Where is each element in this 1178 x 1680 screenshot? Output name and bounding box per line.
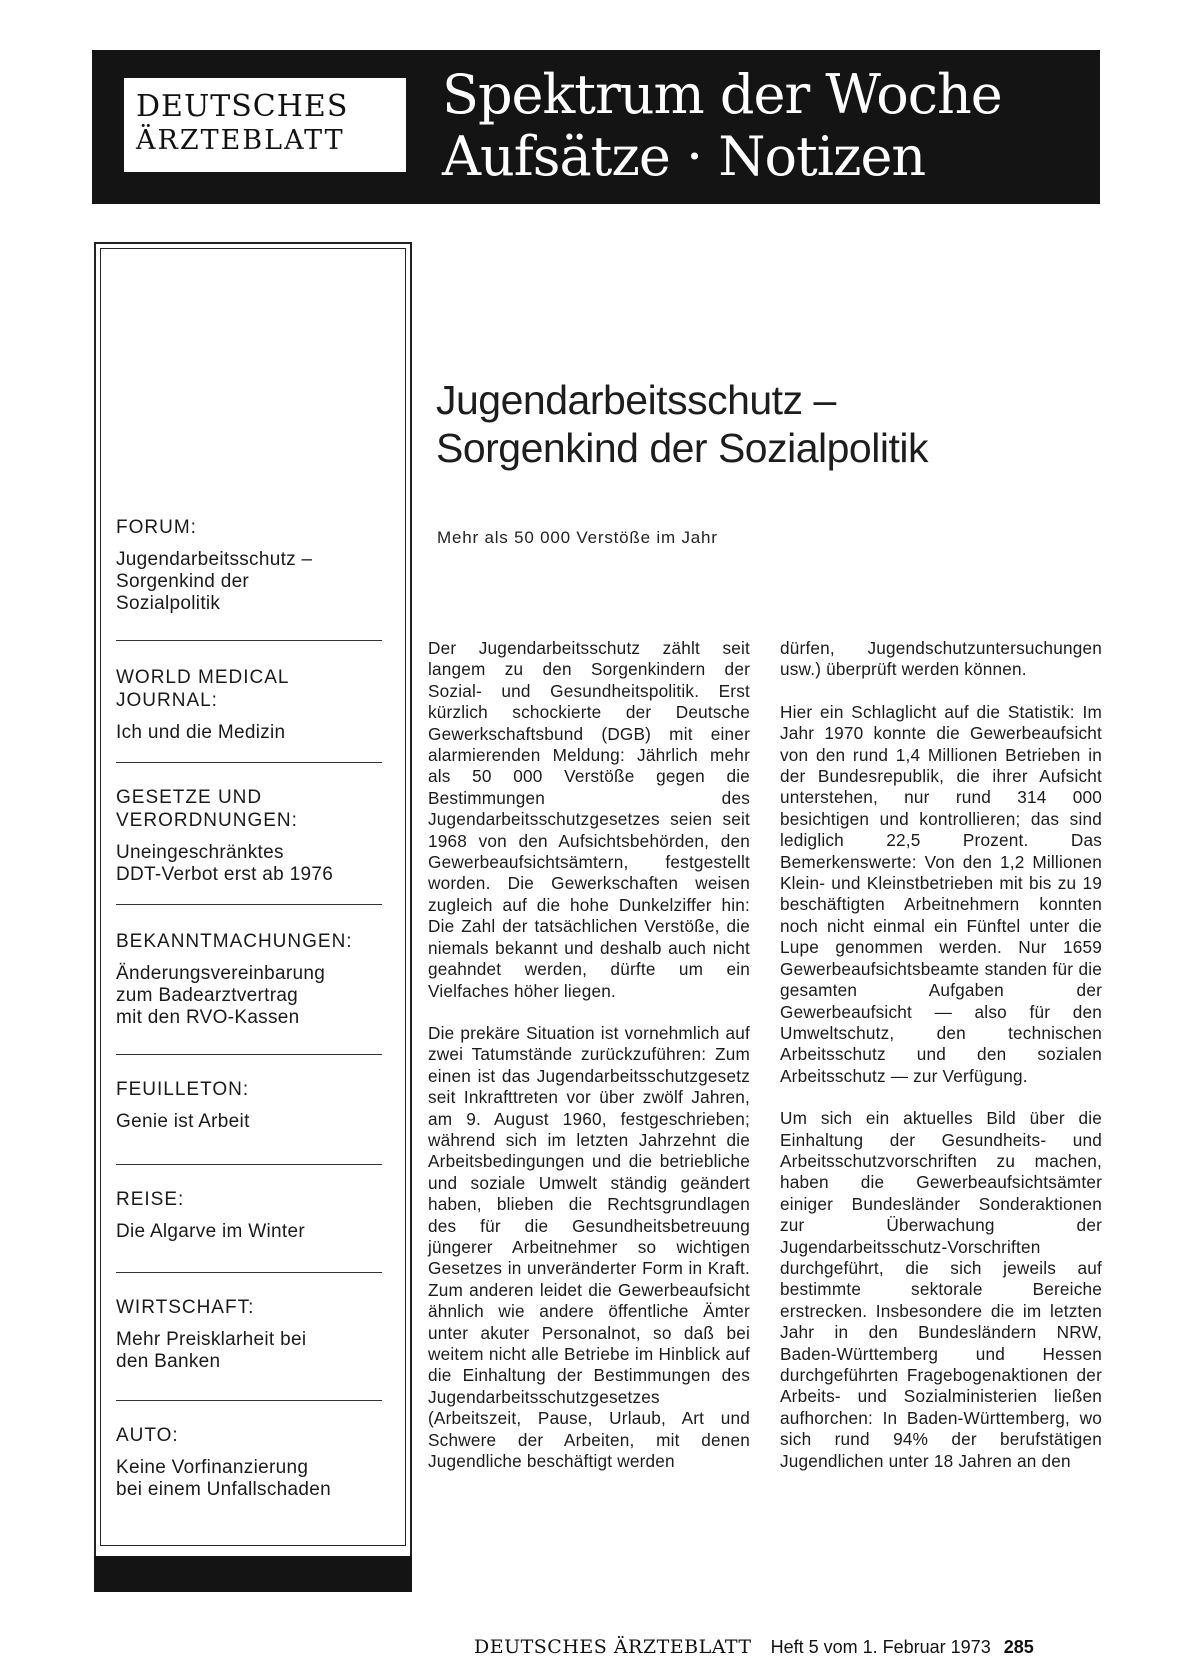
- page-number: 285: [1003, 1637, 1034, 1657]
- toc-section-forum[interactable]: [116, 516, 386, 615]
- toc-item-line: bei einem Unfallschaden: [116, 1479, 331, 1500]
- toc-item-line: Sozialpolitik: [116, 593, 221, 614]
- toc-heading: WORLD MEDICAL: [116, 667, 290, 688]
- toc-item-line: zum Badearztvertrag: [116, 985, 299, 1006]
- toc-section-world-medical-journal[interactable]: [116, 666, 386, 744]
- contents-sidebar: [94, 242, 412, 1592]
- toc-item-line: Genie ist Arbeit: [116, 1111, 250, 1132]
- paragraph: Die prekäre Situation ist vornehmlich auf zwei Tatumstände zurückzuführen: Zum einen ist das Jugendarbeitsschutzgesetz seit Inkrafttreten vor über zwölf Jahren, am 9. August 1960, festgeschrieben; während sich im letzten Jahrzehnt die Arbeitsbedingungen und die betriebliche und soziale Umwelt ständig geändert haben, blieben die Rechtsgrundlagen des für die Gesundheitsbetreuung jüngerer Arbeitnehmer so wichtigen Gesetzes in unveränderter Form in Kraft. Zum anderen leidet die Gewerbeaufsicht ähnlich wie andere öffentliche Ämter unter akuter Personalnot, so daß bei weitem nicht alle Betriebe im Hinblick auf die Einhaltung der Bestimmungen des Jugendarbeitsschutzgesetzes (Arbeitszeit, Pause, Urlaub, Art und Schwere der Arbeiten, mit denen Jugendliche beschäftigt werden: [428, 1022, 750, 1472]
- toc-item-line: Keine Vorfinanzierung: [116, 1457, 309, 1478]
- section-title-line-1: Spektrum der Woche: [442, 63, 1002, 126]
- page-footer: [474, 1636, 1034, 1658]
- toc-divider: [116, 904, 382, 905]
- toc-divider: [116, 640, 382, 641]
- toc-item-line: Uneingeschränktes: [116, 842, 284, 863]
- toc-section-feuilleton[interactable]: [116, 1078, 386, 1133]
- headline-line-1: Jugendarbeitsschutz –: [436, 377, 836, 423]
- toc-heading: VERORDNUNGEN:: [116, 810, 298, 831]
- toc-item-line: Die Algarve im Winter: [116, 1221, 305, 1242]
- logo-line-1: DEUTSCHES: [136, 89, 349, 124]
- article-subheadline: Mehr als 50 000 Verstöße im Jahr: [437, 528, 718, 547]
- paragraph: dürfen, Jugendschutzuntersuchungen usw.) überprüft werden können.: [780, 638, 1102, 680]
- article-column-1: [428, 638, 750, 1493]
- toc-section-reise[interactable]: [116, 1188, 386, 1243]
- section-title: [442, 64, 1002, 188]
- toc-item-line: Änderungsvereinbarung: [116, 963, 326, 984]
- toc-heading: REISE:: [116, 1189, 185, 1210]
- masthead: [92, 50, 1100, 204]
- toc-item-line: Mehr Preisklarheit bei: [116, 1329, 307, 1350]
- toc-item-line: mit den RVO-Kassen: [116, 1007, 300, 1028]
- logo-line-2: ÄRZTEBLATT: [136, 125, 345, 156]
- toc-heading: AUTO:: [116, 1425, 179, 1446]
- toc-heading: FORUM:: [116, 517, 197, 538]
- toc-heading: JOURNAL:: [116, 690, 218, 711]
- toc-heading: BEKANNTMACHUNGEN:: [116, 931, 353, 952]
- toc-divider: [116, 1272, 382, 1273]
- sidebar-footer-bar: [94, 1556, 412, 1592]
- toc-section-auto[interactable]: [116, 1424, 386, 1501]
- toc-section-gesetze[interactable]: [116, 786, 386, 886]
- toc-section-bekanntmachungen[interactable]: [116, 930, 386, 1029]
- toc-heading: WIRTSCHAFT:: [116, 1297, 255, 1318]
- article-headline: [436, 376, 1076, 472]
- headline-line-2: Sorgenkind der Sozialpolitik: [436, 425, 928, 471]
- toc-item-line: Jugendarbeitsschutz –: [116, 549, 313, 570]
- toc-heading: GESETZE UND: [116, 787, 263, 808]
- toc-item-line: DDT-Verbot erst ab 1976: [116, 864, 334, 885]
- article-column-2: [780, 638, 1102, 1493]
- paragraph: Um sich ein aktuelles Bild über die Einhaltung der Gesundheits- und Arbeitsschutzvorschriften zu machen, haben die Gewerbeaufsichtsämter einiger Bundesländer Sonderaktionen zur Überwachung der Jugendarbeitsschutz-Vorschriften durchgeführt, die sich jeweils auf bestimmte sektorale Bereiche erstrecken. Insbesondere die im letzten Jahr in den Bundesländern NRW, Baden-Württemberg und Hessen durchgeführten Fragebogenaktionen der Arbeits- und Sozialministerien ließen aufhorchen: In Baden-Württemberg, wo sich rund 94% der berufstätigen Jugendlichen unter 18 Jahren an den: [780, 1108, 1102, 1471]
- toc-heading: FEUILLETON:: [116, 1079, 250, 1100]
- paragraph: Hier ein Schlaglicht auf die Statistik: Im Jahr 1970 konnte die Gewerbeaufsicht von den rund 1,4 Millionen Betrieben in der Bundesrepublik, die ihrer Aufsicht unterstehen, nur rund 314 000 besichtigen und kontrollieren; das sind lediglich 22,5 Prozent. Das Bemerkenswerte: Von den 1,2 Millionen Klein- und Kleinstbetrieben mit bis zu 19 beschäftigten Arbeitnehmern konnten noch nicht einmal ein Fünftel unter die Lupe genommen werden. Nur 1659 Gewerbeaufsichtsbeamte standen für die gesamten Aufgaben der Gewerbeaufsicht — also für den Umweltschutz, den technischen Arbeitsschutz und den sozialen Arbeitsschutz — zur Verfügung.: [780, 701, 1102, 1086]
- toc-divider: [116, 762, 382, 763]
- magazine-logo: [124, 78, 406, 172]
- footer-issue: Heft 5 vom 1. Februar 1973: [770, 1637, 991, 1657]
- toc-divider: [116, 1054, 382, 1055]
- toc-section-wirtschaft[interactable]: [116, 1296, 386, 1373]
- toc-item-line: Sorgenkind der: [116, 571, 250, 592]
- paragraph: Der Jugendarbeitsschutz zählt seit langem zu den Sorgenkindern der Sozial- und Gesundheitspolitik. Erst kürzlich schockierte der Deutsche Gewerkschaftsbund (DGB) mit einer alarmierenden Meldung: Jährlich mehr als 50 000 Verstöße gegen die Bestimmungen des Jugendarbeitsschutzgesetzes seien seit 1968 von den Aufsichtsbehörden, den Gewerbeaufsichtsämtern, festgestellt worden. Die Gewerkschaften weisen zugleich auf die hohe Dunkelziffer hin: Die Zahl der tatsächlichen Verstöße, die niemals bekannt und deshalb auch nicht geahndet werden, dürfte um ein Vielfaches höher liegen.: [428, 638, 750, 1001]
- toc-item-line: Ich und die Medizin: [116, 722, 286, 743]
- toc-divider: [116, 1400, 382, 1401]
- toc-item-line: den Banken: [116, 1351, 221, 1372]
- footer-magazine-name: DEUTSCHES ÄRZTEBLATT: [474, 1636, 752, 1658]
- toc-divider: [116, 1164, 382, 1165]
- section-title-line-2: Aufsätze · Notizen: [442, 125, 926, 188]
